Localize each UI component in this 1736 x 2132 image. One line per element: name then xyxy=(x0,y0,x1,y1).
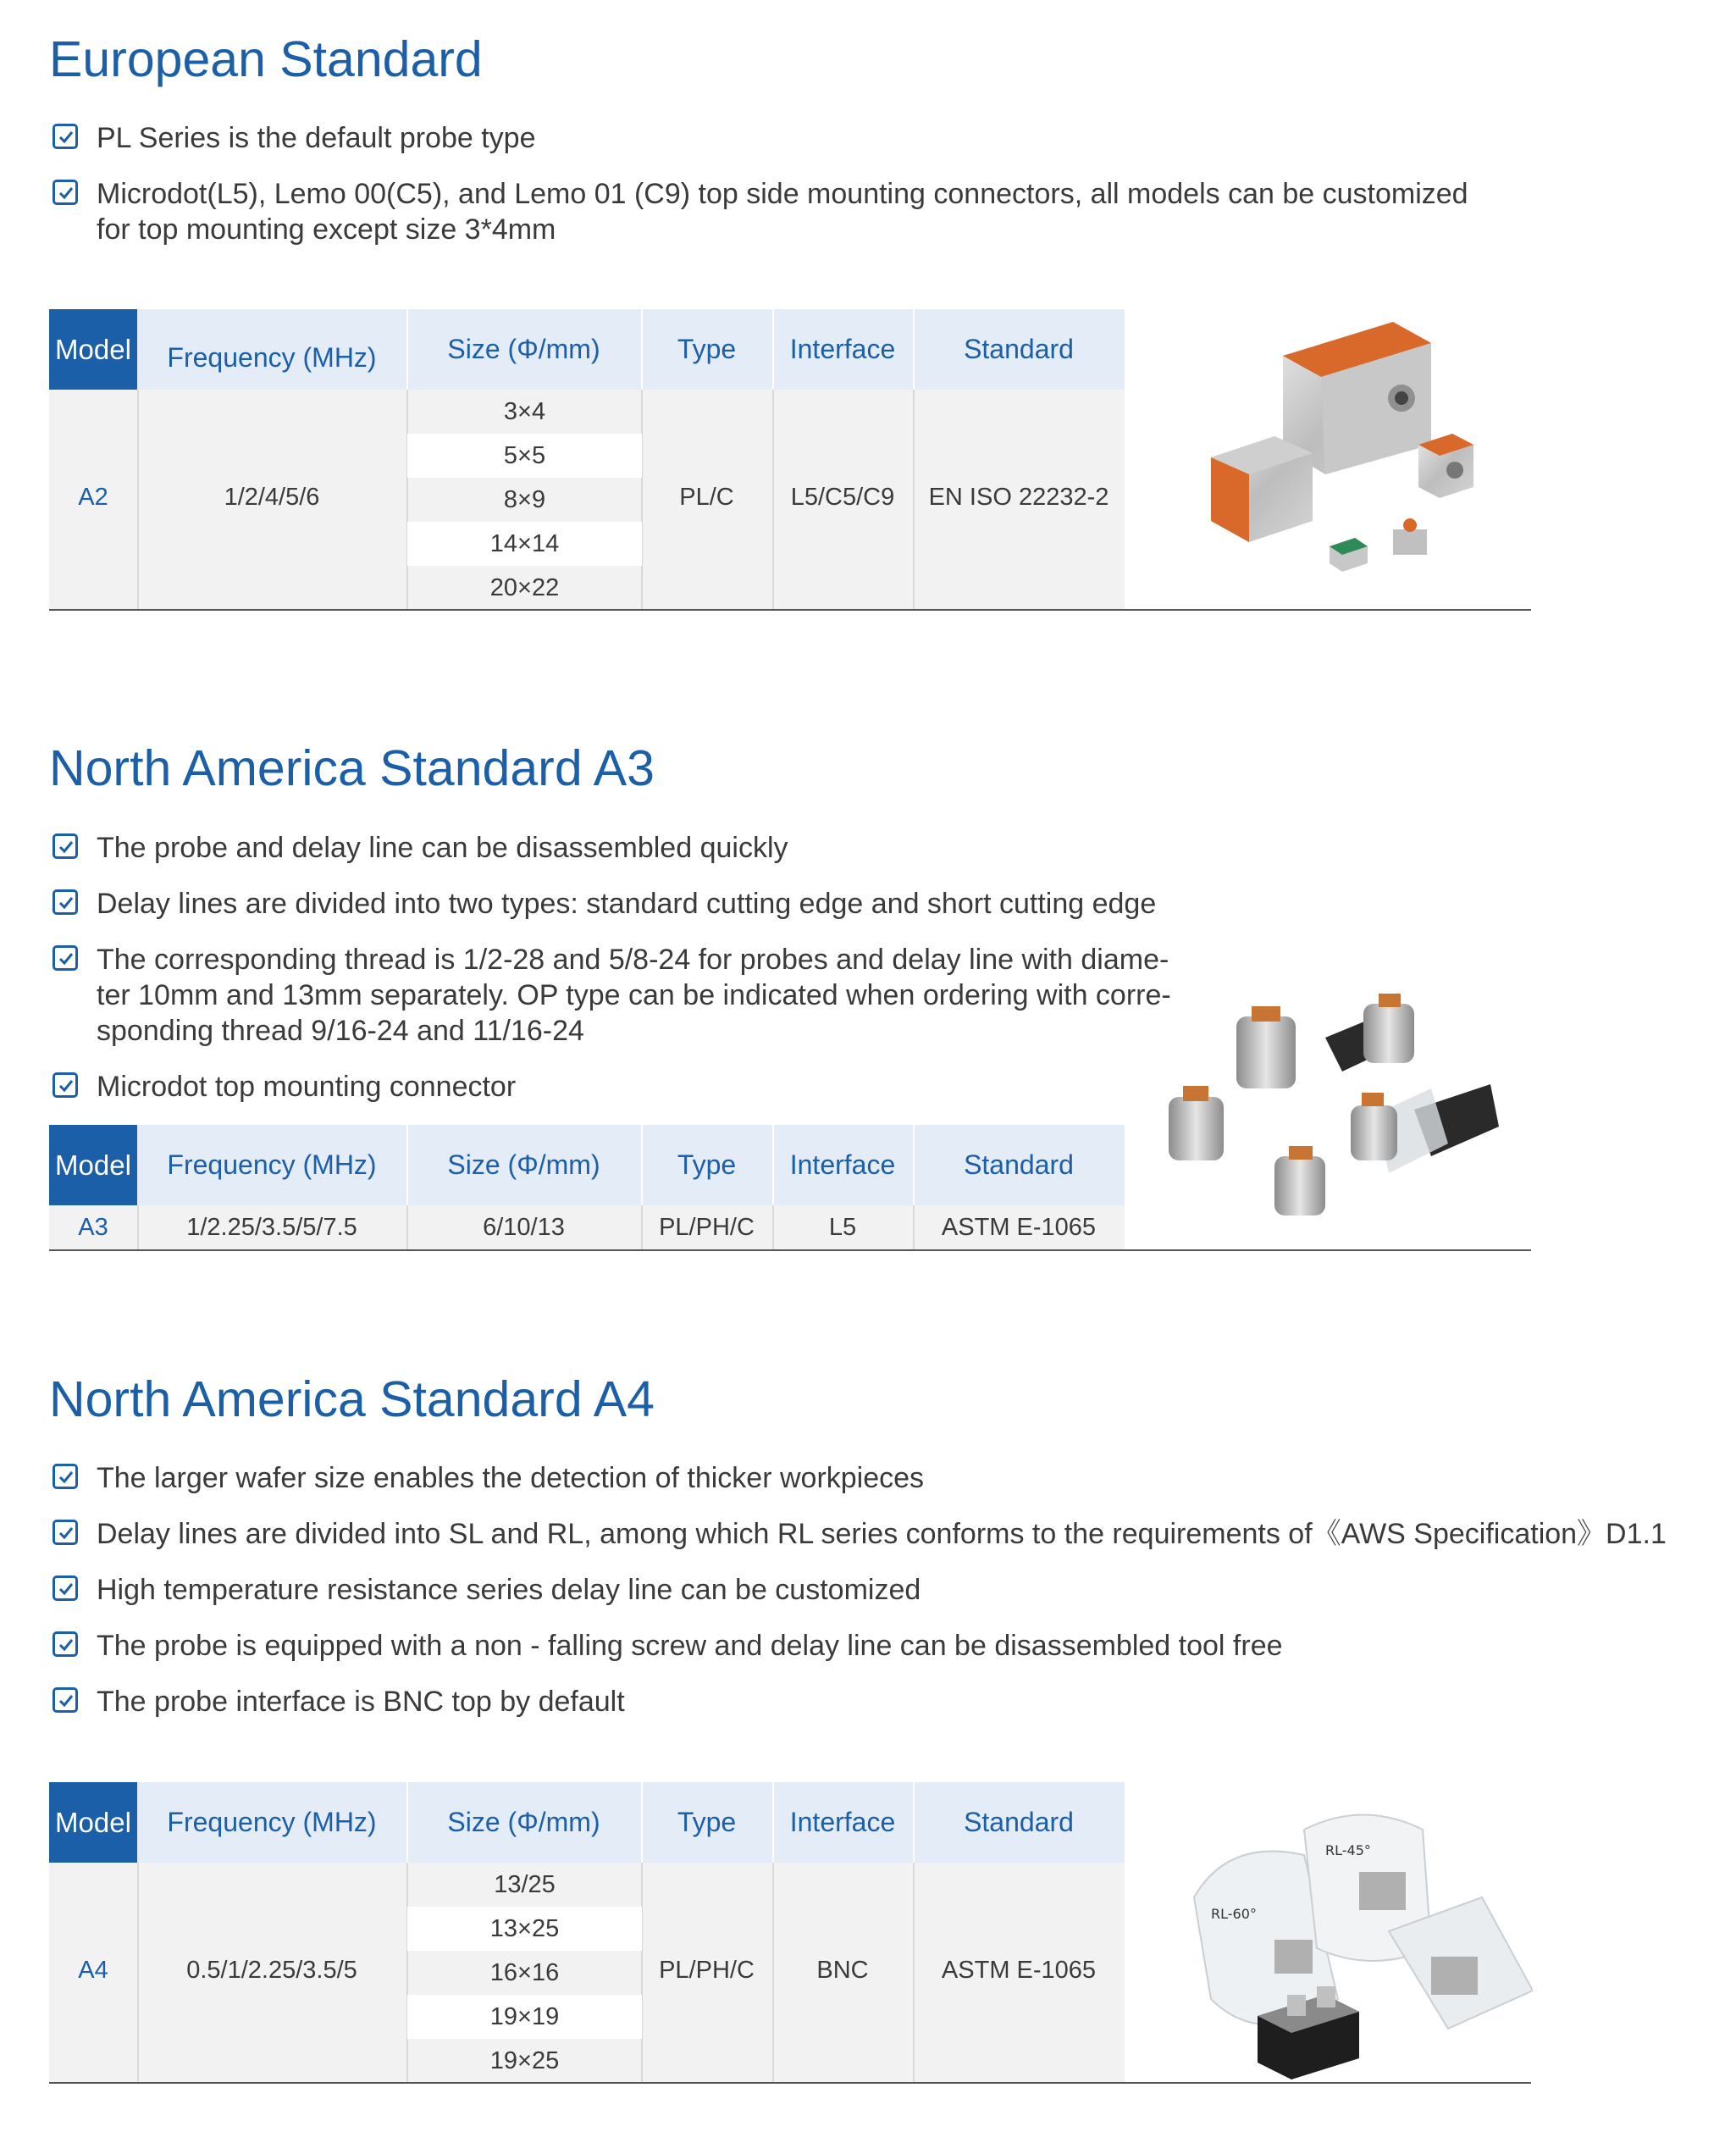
product-image-a4 xyxy=(1177,1804,1533,2084)
checkbox-icon xyxy=(53,833,78,859)
section-title-european: European Standard xyxy=(49,31,483,87)
bullet-text: PL Series is the default probe type xyxy=(97,122,536,154)
checkbox-icon xyxy=(53,180,78,205)
header-frequency: Frequency (MHz) xyxy=(167,1149,377,1180)
checkbox-icon xyxy=(53,889,78,915)
cell-frequency: 0.5/1/2.25/3.5/5 xyxy=(186,1957,357,1984)
header-interface: Interface xyxy=(789,334,896,364)
size-value: 13×25 xyxy=(407,1907,642,1951)
bullet-text: The probe and delay line can be disassembled quickly xyxy=(97,832,788,864)
header-model: Model xyxy=(49,1782,137,1863)
header-type: Type xyxy=(677,1149,737,1180)
cell-interface: BNC xyxy=(816,1957,869,1984)
cell-interface: L5/C5/C9 xyxy=(790,484,895,511)
header-size: Size (Φ/mm) xyxy=(447,1149,600,1180)
size-value: 16×16 xyxy=(489,1959,560,1986)
cell-type: PL/C xyxy=(679,484,734,511)
bullet-text: ter 10mm and 13mm separately. OP type can be indicated when ordering with corre- xyxy=(97,979,1171,1011)
header-type: Type xyxy=(677,1807,737,1837)
wedge-label-rl45: RL-45° xyxy=(1325,1842,1371,1858)
header-frequency: Frequency (MHz) xyxy=(167,1807,377,1837)
cell-standard: ASTM E-1065 xyxy=(941,1214,1097,1241)
size-value: 14×14 xyxy=(407,522,642,566)
product-image-a3 xyxy=(1160,991,1516,1245)
cell-size: 6/10/13 xyxy=(483,1214,565,1241)
bullet-text: High temperature resistance series delay line can be customized xyxy=(97,1574,921,1606)
header-interface: Interface xyxy=(789,1149,896,1180)
header-interface: Interface xyxy=(789,1807,896,1837)
size-value: 5×5 xyxy=(407,434,642,478)
size-value: 13/25 xyxy=(494,1871,556,1898)
size-value: 19×19 xyxy=(407,1995,642,2039)
cell-interface: L5 xyxy=(828,1214,857,1241)
header-type: Type xyxy=(677,334,737,364)
bullet-text: The probe is equipped with a non - falling screw and delay line can be disassembled tool free xyxy=(97,1630,1283,1662)
header-model: Model xyxy=(49,1125,137,1205)
cell-model: A3 xyxy=(78,1214,108,1241)
size-value: 19×25 xyxy=(489,2047,560,2074)
wedge-label-rl60: RL-60° xyxy=(1211,1906,1257,1922)
bullet-text: Delay lines are divided into SL and RL, among which RL series conforms to the requirements of《AWS Specification》D1.1 xyxy=(97,1518,1667,1550)
bullet-text: Microdot(L5), Lemo 00(C5), and Lemo 01 (C9) top side mounting connectors, all models can be customized xyxy=(97,178,1468,210)
header-standard: Standard xyxy=(964,1807,1074,1837)
product-image-a2 xyxy=(1198,296,1490,589)
checkbox-icon xyxy=(53,124,78,149)
section-title-a3: North America Standard A3 xyxy=(49,740,655,796)
header-frequency: Frequency (MHz) xyxy=(167,342,377,373)
bullet-text: The larger wafer size enables the detection of thicker workpieces xyxy=(97,1462,925,1494)
checkbox-icon xyxy=(53,1464,78,1489)
header-standard: Standard xyxy=(964,334,1074,364)
checkbox-icon xyxy=(53,1687,78,1713)
checkbox-icon xyxy=(53,1575,78,1601)
bullet-text: The corresponding thread is 1/2-28 and 5/8-24 for probes and delay line with diame- xyxy=(97,944,1169,976)
header-size: Size (Φ/mm) xyxy=(447,334,600,364)
cell-model: A4 xyxy=(78,1957,108,1984)
cell-frequency: 1/2/4/5/6 xyxy=(224,484,320,511)
size-value: 8×9 xyxy=(503,486,546,513)
header-model: Model xyxy=(49,309,137,390)
cell-standard: ASTM E-1065 xyxy=(941,1957,1097,1984)
bullet-text: The probe interface is BNC top by default xyxy=(97,1686,625,1718)
cell-standard: EN ISO 22232-2 xyxy=(928,484,1109,511)
bullet-text: for top mounting except size 3*4mm xyxy=(97,213,556,246)
bullet-text: sponding thread 9/16-24 and 11/16-24 xyxy=(97,1015,584,1047)
table-bottom-rule xyxy=(49,1249,1531,1251)
size-value: 3×4 xyxy=(503,398,546,425)
cell-frequency: 1/2.25/3.5/5/7.5 xyxy=(186,1214,357,1241)
section-title-a4: North America Standard A4 xyxy=(49,1371,655,1427)
size-value: 20×22 xyxy=(489,574,560,601)
checkbox-icon xyxy=(53,1072,78,1098)
header-standard: Standard xyxy=(964,1149,1074,1180)
table-bottom-rule xyxy=(49,609,1531,611)
checkbox-icon xyxy=(53,945,78,971)
cell-type: PL/PH/C xyxy=(659,1214,755,1241)
cell-type: PL/PH/C xyxy=(659,1957,755,1984)
bullet-text: Delay lines are divided into two types: standard cutting edge and short cutting edge xyxy=(97,888,1157,920)
header-size: Size (Φ/mm) xyxy=(447,1807,600,1837)
cell-model: A2 xyxy=(78,484,108,511)
checkbox-icon xyxy=(53,1520,78,1545)
bullet-text: Microdot top mounting connector xyxy=(97,1071,517,1103)
checkbox-icon xyxy=(53,1631,78,1657)
